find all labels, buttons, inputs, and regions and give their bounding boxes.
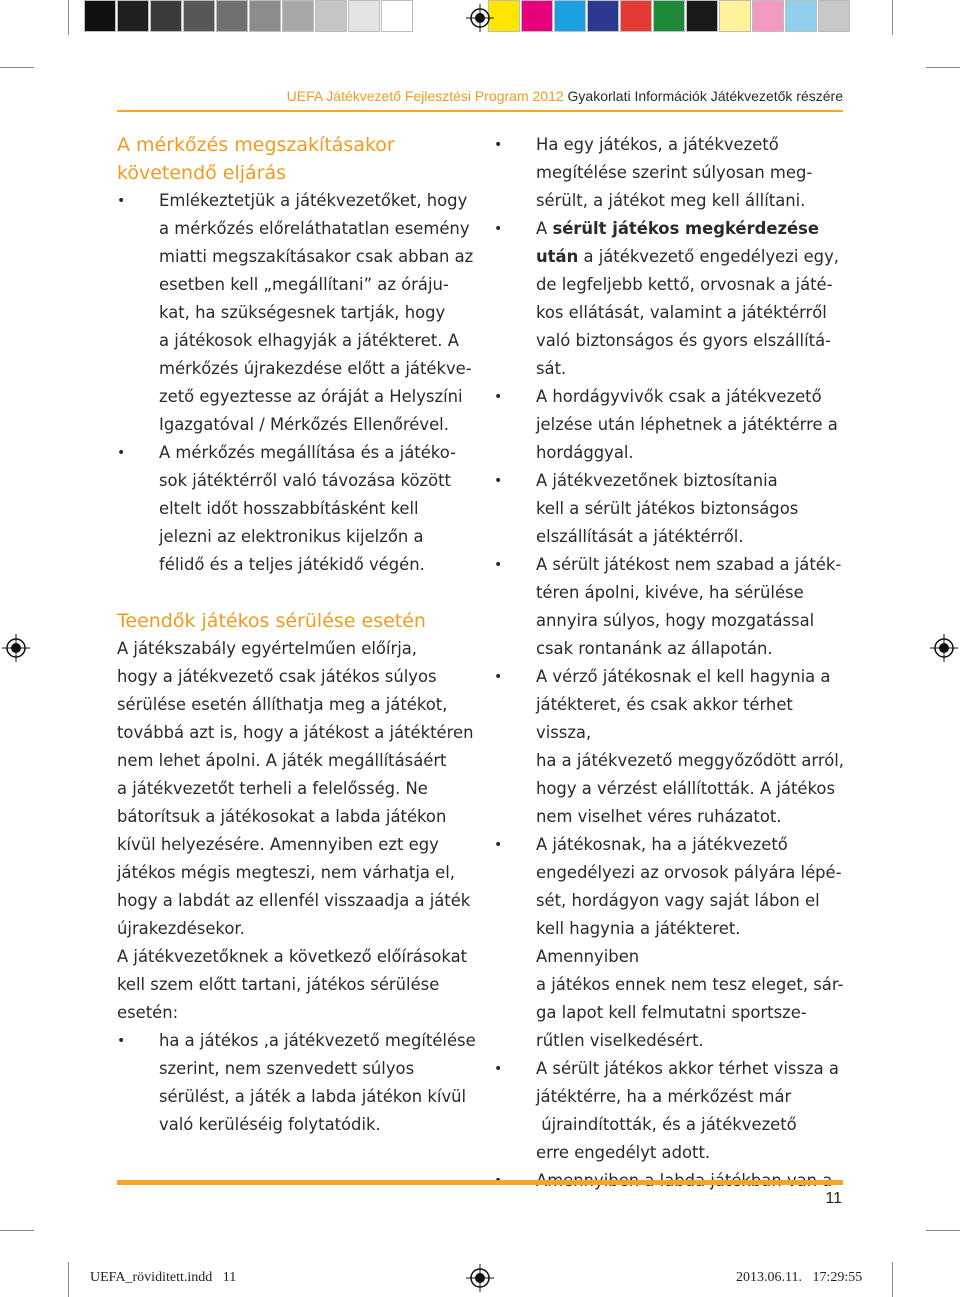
- bullet-icon: •: [117, 193, 126, 209]
- color-swatch: [117, 0, 149, 32]
- bullet-icon: •: [117, 445, 126, 461]
- color-swatch: [381, 0, 413, 32]
- crop-mark: [0, 1230, 34, 1231]
- color-swatch: [84, 0, 116, 32]
- bullet-icon: •: [494, 137, 503, 153]
- header-subtitle: Gyakorlati Információk Játékvezetők részére: [567, 88, 843, 104]
- right-column: [490, 131, 845, 1195]
- crop-mark: [892, 1262, 893, 1297]
- bullet-icon: •: [494, 221, 503, 237]
- color-swatch: [653, 0, 685, 32]
- registration-mark-icon: [466, 4, 494, 32]
- color-swatch: [620, 0, 652, 32]
- list-item: • A hordágyvivők csak a játékvezető jelzése után léphetnek a játéktérre a hordággyal.: [490, 383, 845, 467]
- color-swatch: [752, 0, 784, 32]
- bullet-icon: •: [494, 473, 503, 489]
- header-rule: [117, 110, 843, 112]
- bullet-icon: •: [494, 389, 503, 405]
- section-heading-interruption: A mérkőzés megszakításakor követendő eljárás: [117, 134, 395, 184]
- page-number: 11: [825, 1190, 842, 1207]
- registration-mark-icon: [466, 1264, 494, 1292]
- section-heading-injury: Teendők játékos sérülése esetén: [117, 610, 426, 632]
- bullet-icon: •: [117, 1033, 126, 1049]
- list-item: • Ha egy játékos, a játékvezető megítélése szerint súlyosan meg- sérült, a játékot meg kell állítani.: [490, 131, 845, 215]
- crop-mark: [926, 1230, 960, 1231]
- registration-mark-icon: [930, 634, 958, 662]
- crop-mark: [68, 1262, 69, 1297]
- footer-rule: [117, 1180, 843, 1185]
- bullet-icon: •: [494, 1061, 503, 1077]
- header-program: UEFA Játékvezető Fejlesztési Program 2012: [286, 88, 564, 104]
- list-item: • ha a játékos ,a játékvezető megítélése szerint, nem szenvedett súlyos sérülést, a játék a labda játékon kívül való kerüléséig folytatódik.: [117, 1027, 492, 1139]
- list-item: • A sérült játékost nem szabad a játék- téren ápolni, kivéve, ha sérülése annyira súlyos, hogy mozgatással csak rontanánk az állapotán.: [490, 551, 845, 663]
- crop-mark: [926, 67, 960, 68]
- crop-mark: [68, 0, 69, 35]
- interruption-bullets: [117, 187, 492, 579]
- color-swatch: [150, 0, 182, 32]
- left-column: [117, 131, 492, 1139]
- list-item: • A vérző játékosnak el kell hagynia a játékteret, és csak akkor térhet vissza, ha a játékvezető meggyőződött arról, hogy a vérzést elállították. A játékos nem viselhet véres ruházatot.: [490, 663, 845, 831]
- color-swatch: [282, 0, 314, 32]
- color-swatch: [216, 0, 248, 32]
- color-swatch: [587, 0, 619, 32]
- color-swatch: [554, 0, 586, 32]
- rules-intro-paragraph: A játékvezetőknek a következő előírásokat kell szem előtt tartani, játékos sérülése esetén:: [117, 947, 468, 1022]
- list-item: • A játékosnak, ha a játékvezető engedélyezi az orvosok pályára lépé- sét, hordágyon vagy saját lábon el kell hagynia a játékteret. Amennyiben a játékos ennek nem tesz eleget, sár- ga lapot kell felmutatni sportsze- rűtlen viselkedésért.: [490, 831, 845, 1055]
- injury-rules-bullets-left: [117, 1027, 492, 1139]
- color-swatch: [719, 0, 751, 32]
- injury-rules-bullets-right: [490, 131, 845, 1195]
- bullet-icon: •: [494, 669, 503, 685]
- color-swatch: [785, 0, 817, 32]
- color-swatch: [249, 0, 281, 32]
- color-swatch: [818, 0, 850, 32]
- color-swatch: [183, 0, 215, 32]
- list-item: • A sérült játékos megkérdezése után a játékvezető engedélyezi egy, de legfeljebb kettő, orvosnak a játé- kos ellátását, valamint a játéktérről való biztonságos és gyors elszállítá- sát.: [490, 215, 845, 383]
- crop-mark: [892, 0, 893, 35]
- bullet-icon: •: [494, 837, 503, 853]
- bullet-icon: •: [494, 557, 503, 573]
- list-item: • A játékvezetőnek biztosítania kell a sérült játékos biztonságos elszállítását a játéktérről.: [490, 467, 845, 551]
- slug-filename: UEFA_röviditett.indd 11: [90, 1270, 237, 1285]
- color-swatch: [686, 0, 718, 32]
- color-swatch: [521, 0, 553, 32]
- color-swatch: [315, 0, 347, 32]
- slug-datetime: 2013.06.11. 17:29:55: [736, 1270, 863, 1285]
- list-item: • A sérült játékos akkor térhet vissza a játéktérre, ha a mérkőzést már újraindították, és a játékvezető erre engedélyt adott.: [490, 1055, 845, 1167]
- list-item: • A mérkőzés megállítása és a játéko- sok játéktérről való távozása között eltelt időt hosszabbításként kell jelezni az elektronikus kijelzőn a félidő és a teljes játékidő végén.: [117, 439, 492, 579]
- registration-mark-icon: [2, 634, 30, 662]
- color-swatch: [348, 0, 380, 32]
- list-item: • Emlékeztetjük a játékvezetőket, hogy a mérkőzés előreláthatatlan esemény miatti megszakításakor csak abban az esetben kell „megállítani” az óráju- kat, ha szükségesnek tartják, hogy a játékosok elhagyják a játékteret. A mérkőzés újrakezdése előtt a játékve- zető egyeztesse az óráját a Helyszíni Igazgatóval / Mérkőzés Ellenőrével.: [117, 187, 492, 439]
- crop-mark: [0, 67, 34, 68]
- running-header: [117, 88, 843, 104]
- injury-paragraph: A játékszabály egyértelműen előírja, hogy a játékvezető csak játékos súlyos sérülése esetén állíthatja meg a játékot, továbbá azt is, hogy a játékost a játéktéren nem lehet ápolni. A játék megállításáért a játékvezetőt terheli a felelősség. Ne bátorítsuk a játékosokat a labda játékon kívül helyezésére. Amennyiben ezt egy játékos mégis megteszi, nem várhatja el, hogy a labdát az ellenfél visszaadja a játék újrakezdésekor.: [117, 639, 474, 938]
